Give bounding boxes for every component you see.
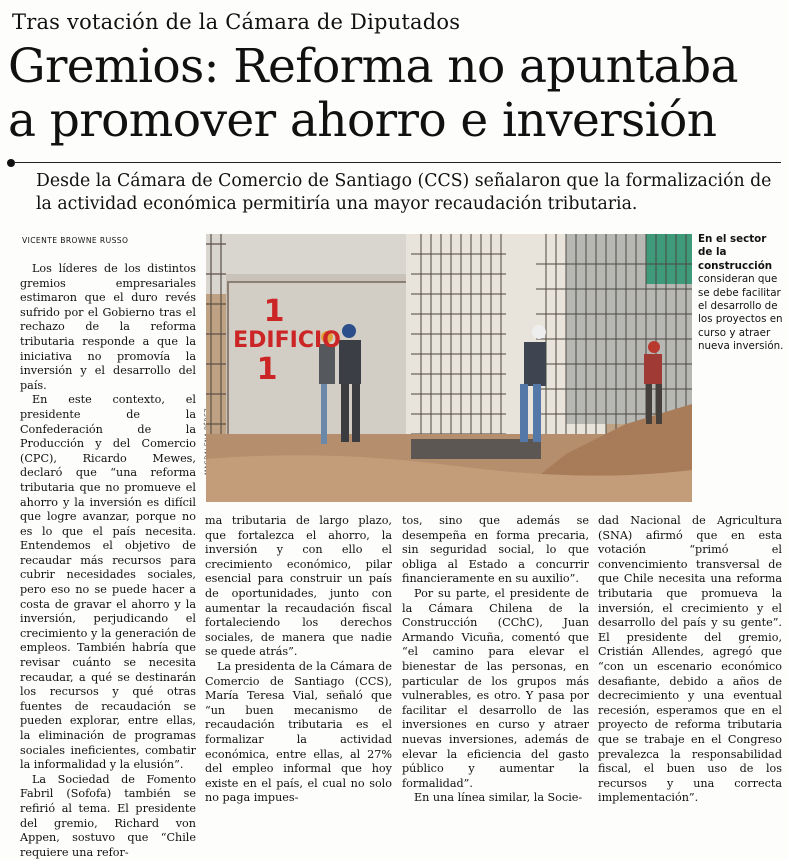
painted-sign-number: 1 <box>256 352 278 387</box>
column-4 <box>598 514 782 806</box>
lead-line: Desde la Cámara de Comercio de Santiago (CCS) señalaron que la formalización de <box>36 171 772 191</box>
body-paragraph: Los líderes de los distintos gremios empresariales estimaron que el duro revés sufrido por el Gobierno tras el rechazo de la reforma tributaria responde a que la iniciativa no promovía la inversión y el desarrollo del país. <box>20 262 196 392</box>
lead-paragraph <box>36 170 771 216</box>
bullet-dot <box>7 159 15 167</box>
body-paragraph: En una línea similar, la Socie- <box>414 791 583 805</box>
construction-photo <box>206 234 692 502</box>
sidebar-bold: En el sector de la construcción <box>698 233 773 272</box>
painted-sign-word: EDIFICIO <box>233 328 341 353</box>
body-paragraph: dad Nacional de Agricultura (SNA) afirmó que en esta votación “primó el convencimiento transversal de que Chile necesita una reforma tributaria que promueva la inversión, el crecimiento y el desarrollo del país y su gente”. El presidente del gremio, Cristián Allendes, agregó que “con un escenario económico desafiante, debido a años de decrecimiento y una eventual recesión, esperamos que en el proyecto de reforma tributaria que se trabaje en el Congreso prevalezca la responsabilidad fiscal, el buen uso de los recursos y una correcta implementación”. <box>598 514 782 805</box>
headline-line: Gremios: Reforma no apuntaba <box>8 39 738 94</box>
photo-sidebar-caption <box>698 233 784 354</box>
body-paragraph: Por su parte, el presidente de la Cámara Chilena de la Construcción (CChC), Juan Armando Vicuña, comentó que “el camino para elevar el bienestar de las personas, en particular de los grupos más vulnerables, es otro. Y pasa por facilitar el desarrollo de las inversiones en curso y atraer nuevas inversiones, además de elevar la eficiencia del gasto público y aumentar la formalidad”. <box>402 586 589 790</box>
kicker: Tras votación de la Cámara de Diputados <box>12 10 461 34</box>
body-paragraph: La Sociedad de Fomento Fabril (Sofofa) también se refirió al tema. El presidente del gremio, Richard von Appen, sostuvo que “Chile requiere una refor- <box>20 772 196 859</box>
byline: VICENTE BROWNE RUSSO <box>22 236 129 245</box>
divider-rule <box>15 162 781 163</box>
sidebar-text: consideran que se debe facilitar el desarrollo de los proyectos en curso y atraer nueva inversión. <box>698 273 784 353</box>
headline-line: a promover ahorro e inversión <box>8 93 717 148</box>
column-2 <box>205 514 392 806</box>
lead-line: la actividad económica permitiría una mayor recaudación tributaria. <box>36 194 638 214</box>
column-3 <box>402 514 589 806</box>
body-paragraph: La presidenta de la Cámara de Comercio de Santiago (CCS), María Teresa Vial, señaló que “un buen mecanismo de recaudación tributaria es el formalizar la actividad económica, entre ellas, al 27% del empleo informal que hoy existe en el país, el cual no solo no paga impues- <box>205 659 392 805</box>
body-paragraph: En este contexto, el presidente de la Confederación de la Producción y del Comercio (CPC), Ricardo Mewes, declaró que “una reforma tributaria que no promueve el ahorro y la inversión es difícil que logre avanzar, porque no es lo que el país necesita. Entendemos el objetivo de recaudar más recursos para cubrir necesidades sociales, pero eso no se puede hacer a costa de gravar el ahorro y la inversión, perjudicando el crecimiento y la generación de empleos. También habría que revisar cuánto se necesita recaudar, a qué se destinarán los recursos y qué otras fuentes de recaudación se pueden explorar, entre ellas, la eliminación de programas sociales ineficientes, combatir la informalidad y la elusión”. <box>20 393 196 772</box>
body-paragraph: ma tributaria de largo plazo, que fortalezca el ahorro, la inversión y con ello el crecimiento económico, pilar esencial para construir un país de oportunidades, junto con aumentar la recaudación fiscal fortaleciendo los derechos sociales, de manera que nadie se quede atrás”. <box>205 514 392 659</box>
painted-sign <box>232 296 342 386</box>
column-1 <box>20 262 196 860</box>
painted-sign-number: 1 <box>263 294 285 329</box>
body-paragraph: tos, sino que además se desempeña en forma precaria, sin seguridad social, lo que obliga al Estado a concurrir financieramente en su auxilio”. <box>402 514 589 586</box>
photo-credit <box>196 414 206 474</box>
headline <box>8 40 738 148</box>
